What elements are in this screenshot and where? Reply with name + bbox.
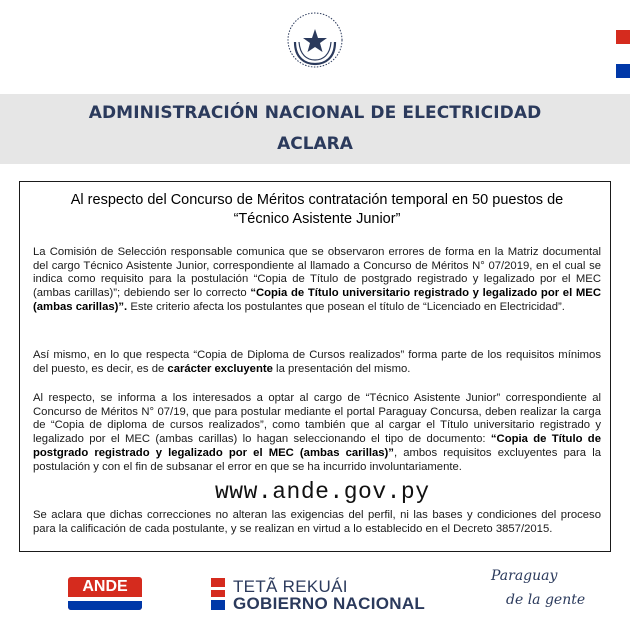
p3-text-a: Al respecto, se informa a los interesados a optar al cargo de “Técnico Asistente Junior” correspondiente al Concurso de Méritos N° 07/19, que para postular mediante el portal Paraguay Concursa, deben realizar la carga de “Copia de diploma de cursos realizados”, como también que al cargar el Título universitario registrado y legalizado por el MEC (ambas carillas) lo hagan seleccionando el tipo de documento: xyxy=(33,392,601,446)
flag-stripe-icon xyxy=(211,578,225,610)
paragraph-4: Se aclara que dichas correcciones no alteran las exigencias del perfil, ni las bases y condiciones del proceso para la calificación de cada postulante, y se realizan en virtud a lo establecido en el Decreto 3857/2015. xyxy=(33,509,601,535)
p3-bold: “Copia de Título de postgrado registrado y legalizado por el MEC (ambas carillas)” xyxy=(33,433,601,459)
notice-title-line2: “Técnico Asistente Junior” xyxy=(233,211,401,227)
p3-text-c: , ambos requisitos excluyentes para la postulación y con el fin de subsanar el error en que se ha incurrido involuntariamente. xyxy=(33,446,601,473)
paragraph-3 xyxy=(33,392,601,474)
flag-stripe-icon xyxy=(616,64,630,78)
star-icon xyxy=(303,29,327,52)
p2-text-a: Así mismo, en lo que respecta “Copia de Diploma de Cursos realizados” forma parte de los requisitos mínimos del puesto, es decir, es de xyxy=(33,349,601,375)
notice-title xyxy=(34,191,600,229)
national-seal-icon xyxy=(287,12,343,68)
ande-logo xyxy=(68,577,142,610)
notice-heading: ACLARA xyxy=(277,134,353,154)
ande-logo-text: ANDE xyxy=(82,578,128,595)
p2-text-c: la presentación del mismo. xyxy=(272,362,411,375)
website-watermark: www.ande.gov.py xyxy=(212,479,433,505)
flag-stripe-icon xyxy=(616,30,630,44)
paragraph-2 xyxy=(33,349,601,376)
slogan-line-1: Paraguay xyxy=(491,568,558,584)
p1-text-c: Este criterio afecta los postulantes que posean el título de “Licenciado en Electricidad”. xyxy=(127,300,565,313)
p1-bold: “Copia de Título universitario registrado y legalizado por el MEC (ambas carillas)”. xyxy=(33,287,601,313)
p1-text-a: La Comisión de Selección responsable comunica que se observaron errores de forma en la Matriz documental del cargo Técnico Asistente Junior, correspondiente al llamado a Concurso de Méritos N° 07/2019, en el cual se indica como requisito para la postulación “Copia de Título de postgrado registrado y legalizado por el MEC (ambas carillas)”; debiendo ser lo correcto xyxy=(33,246,601,300)
notice-title-line1: Al respecto del Concurso de Méritos contratación temporal en 50 puestos de xyxy=(70,192,564,208)
p2-bold: carácter excluyente xyxy=(167,362,273,375)
slogan-line-2: de la gente xyxy=(506,592,586,608)
government-line-2: GOBIERNO NACIONAL xyxy=(233,594,426,613)
organization-name: ADMINISTRACIÓN NACIONAL DE ELECTRICIDAD xyxy=(88,103,542,123)
ande-logo-stripe-blue xyxy=(68,601,142,610)
government-line-1: TETÃ REKUÁI xyxy=(233,577,348,596)
paragraph-1 xyxy=(33,246,601,315)
